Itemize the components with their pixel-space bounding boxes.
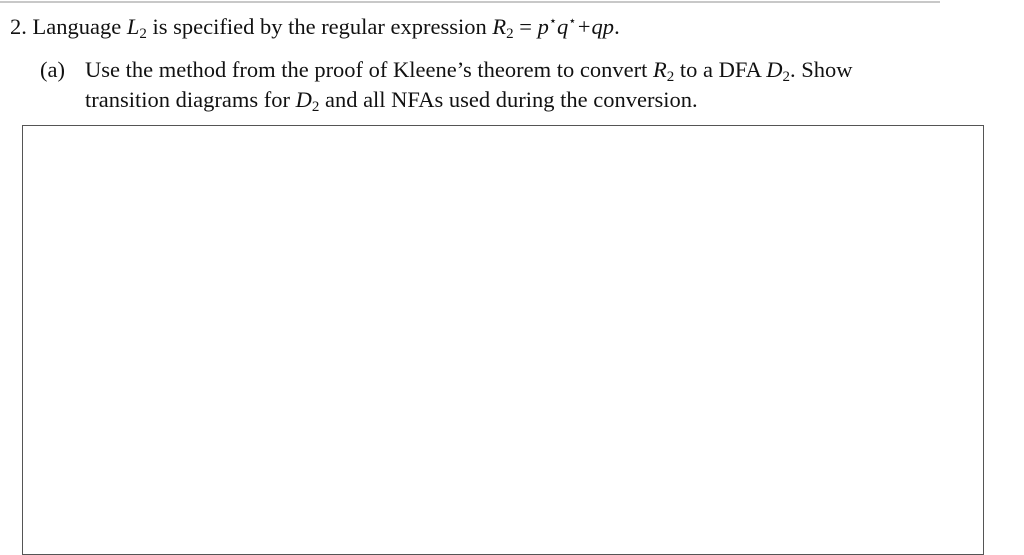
dfa-var: D: [295, 87, 312, 112]
dfa-var: D: [766, 57, 783, 82]
text: . Show: [790, 57, 853, 82]
text: Use the method from the proof of Kleene’s theorem to convert: [85, 57, 648, 82]
question-number: 2.: [10, 14, 27, 39]
regex-var: R: [492, 14, 507, 39]
part-a-label: (a): [40, 57, 65, 82]
language-var: L: [126, 14, 140, 39]
equals: =: [519, 14, 532, 39]
subscript: 2: [506, 26, 514, 42]
star: ⋆: [568, 13, 577, 28]
regex-rest: +qp: [576, 14, 615, 39]
text: is specified by the regular expression: [152, 14, 487, 39]
text: Language: [32, 14, 122, 39]
regex-p: p: [537, 14, 549, 39]
subscript: 2: [311, 99, 320, 115]
star: ⋆: [548, 13, 557, 28]
part-a-line-2: [85, 87, 698, 113]
subscript: 2: [139, 26, 147, 42]
period: .: [614, 14, 620, 39]
regex-q: q: [556, 14, 569, 39]
text: and all NFAs used during the conversion.: [324, 87, 698, 112]
text: to a DFA: [679, 57, 761, 82]
answer-box[interactable]: [22, 125, 984, 555]
subscript: 2: [782, 69, 791, 85]
question-2-statement: [10, 14, 620, 40]
part-a-line-1: [85, 57, 853, 83]
top-divider: [0, 1, 940, 3]
regex-var: R: [652, 57, 667, 82]
subscript: 2: [666, 69, 675, 85]
text: transition diagrams for: [85, 87, 290, 112]
